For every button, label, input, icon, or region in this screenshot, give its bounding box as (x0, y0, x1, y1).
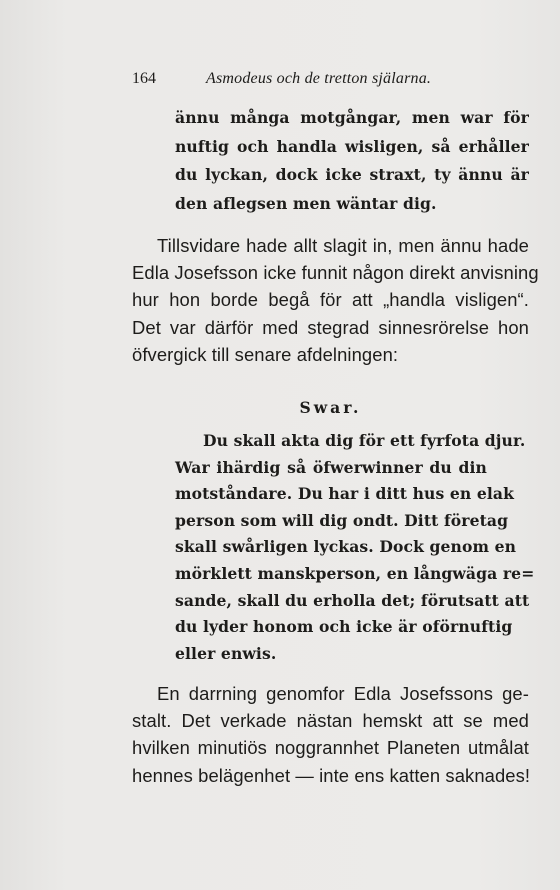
text-line: sande, skall du erholla det; förutsatt att (175, 590, 530, 610)
text-line: du lyckan, dock icke straxt, ty ännu är (175, 165, 529, 184)
text-line: nuftig och handla wisligen, så erhåller (175, 136, 529, 156)
text-line: den aflegsen men wäntar dig. (175, 193, 437, 213)
text-line: Tillsvidare hade allt slagit in, men ännu hade (157, 235, 529, 256)
running-title: Asmodeus och de tretton själarna. (206, 70, 432, 87)
page-header (132, 70, 442, 94)
text-line: War ihärdig så öfwerwinner du din (175, 457, 487, 477)
text-line: ännu många motgångar, men war för (175, 108, 529, 127)
body-paragraph (132, 232, 539, 368)
text-line: hvilken minutiös noggrannhet Planeten utmålat (132, 737, 529, 759)
text-line: hennes belägenhet — inte ens katten saknades! (132, 764, 531, 786)
text-line: öfvergick till senare afdelningen: (132, 343, 399, 365)
text-line: motståndare. Du har i ditt hus en elak (175, 484, 515, 504)
fraktur-paragraph (175, 104, 529, 218)
text-line: Det var därför med stegrad sinnesrörelse hon (132, 316, 529, 338)
body-paragraph-opening (157, 680, 529, 707)
text-line: du lyder honom och icke är oförnuftig (175, 617, 513, 637)
text-line: En darrning genomfor Edla Josefssons ge- (157, 683, 529, 704)
text-line: Du skall akta dig för ett fyrfota djur. (203, 431, 526, 450)
text-line: Edla Josefsson icke funnit någon direkt anvisning (132, 262, 539, 284)
page-number: 164 (132, 70, 156, 87)
text-line: skall swårligen lyckas. Dock genom en (175, 537, 517, 557)
text-line: eller enwis. (175, 643, 277, 663)
body-paragraph (132, 707, 529, 789)
text-line: hur hon borde begå för att „handla visligen“. (132, 289, 529, 311)
text-line: person som will dig ondt. Ditt företag (175, 510, 509, 530)
fraktur-answer (175, 428, 535, 667)
text-line: stalt. Det verkade nästan hemskt att se med (132, 710, 529, 731)
text-line: mörklett manskperson, en långwäga re= (175, 563, 535, 583)
section-heading: Swar. (299, 398, 362, 417)
